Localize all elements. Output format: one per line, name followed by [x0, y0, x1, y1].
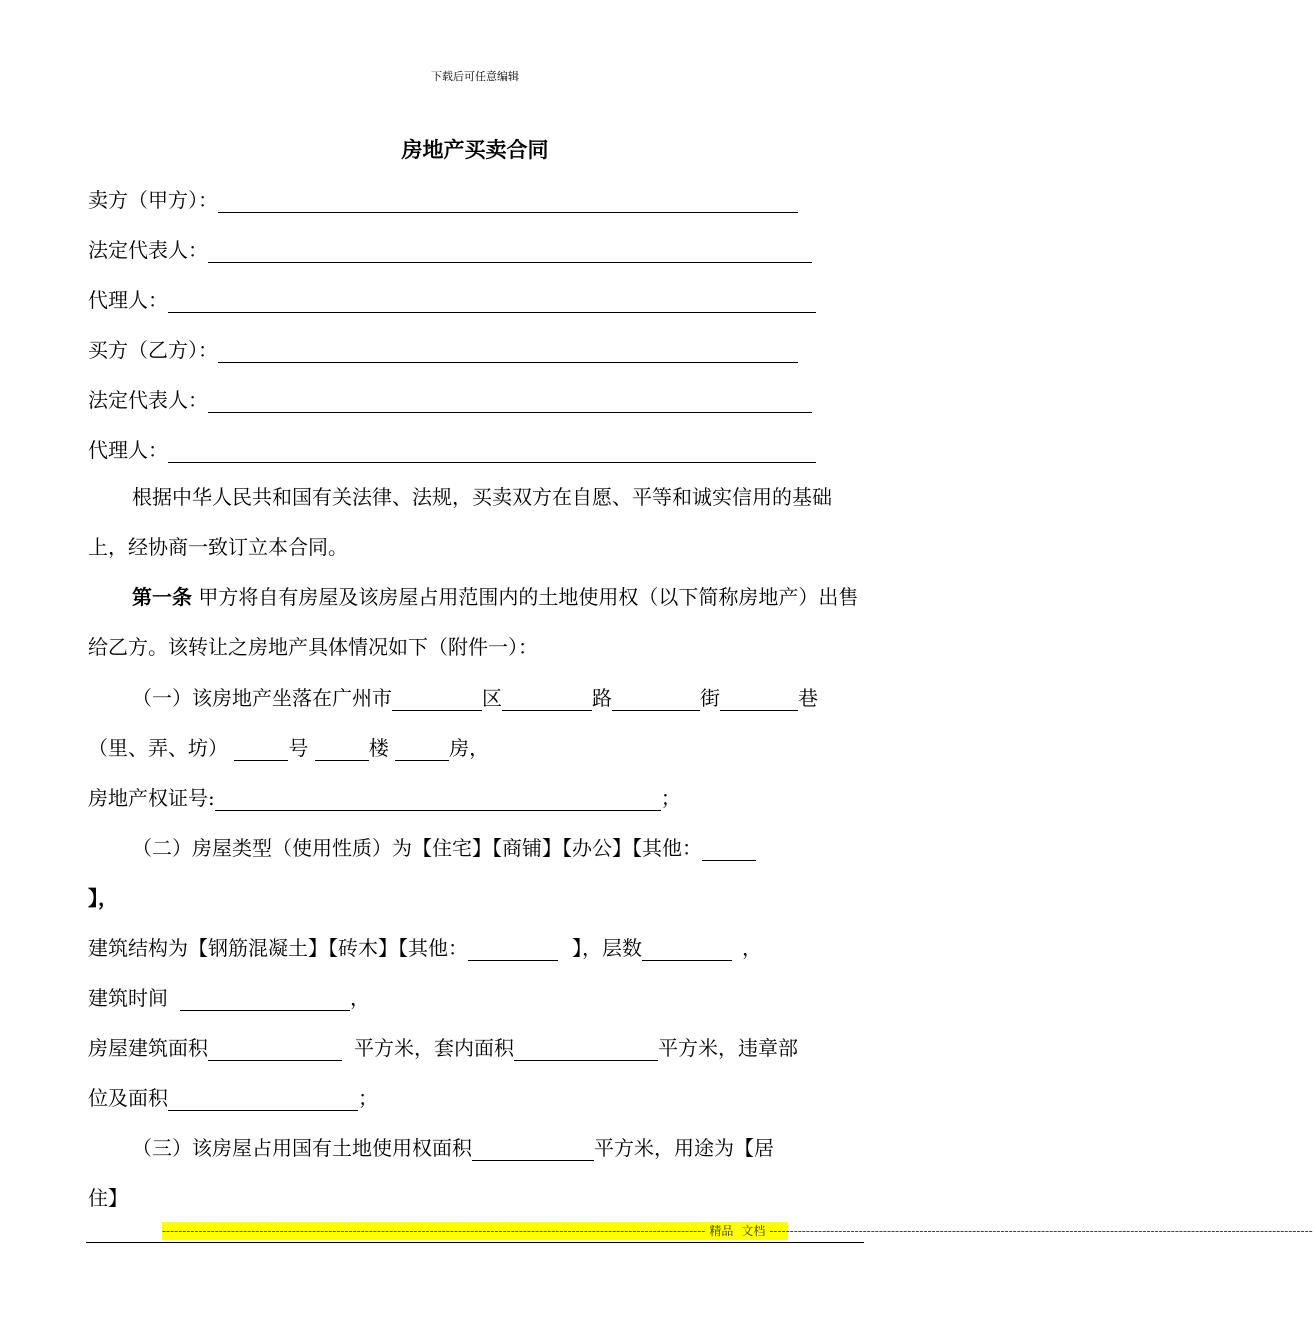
article-1	[88, 572, 860, 672]
lane-label: 巷	[798, 686, 818, 710]
footer-label-2: 文档	[741, 1224, 766, 1238]
party-seller-agent	[88, 286, 816, 314]
usage-value: 住】	[88, 1186, 128, 1210]
blank-field[interactable]	[720, 688, 798, 711]
item2-line5	[88, 1034, 798, 1062]
footer-rule	[86, 1242, 864, 1243]
comma: ，	[350, 986, 370, 1010]
blank-field[interactable]	[395, 738, 449, 761]
party-buyer	[88, 336, 798, 364]
footer-label-1: 精品	[709, 1224, 734, 1238]
semicolon: ；	[660, 786, 681, 810]
header-note: 下载后可任意编辑	[431, 70, 519, 83]
blank-field[interactable]	[168, 1088, 358, 1111]
blank-field[interactable]	[208, 390, 812, 413]
blank-field[interactable]	[392, 688, 482, 711]
article-text: 甲方将自有房屋及该房屋占用范围内的土地使用权（以下简称房地产）出售给乙方。该转让之房地产具体情况如下（附件一）：	[88, 585, 859, 659]
usage-label: 平方米，用途为【居	[594, 1136, 774, 1160]
item1-line3	[88, 784, 681, 812]
party-label: 代理人：	[88, 288, 168, 312]
number-label: 号	[288, 736, 309, 760]
blank-field[interactable]	[208, 240, 812, 263]
street-label: 街	[700, 686, 720, 710]
intro-paragraph: 根据中华人民共和国有关法律、法规，买卖双方在自愿、平等和诚实信用的基础上，经协商一致订立本合同。	[88, 485, 832, 559]
party-seller-rep	[88, 236, 812, 264]
item1-text: （一）该房地产坐落在广州市	[132, 686, 392, 710]
item3-text: （三）该房屋占用国有土地使用权面积	[132, 1136, 472, 1160]
structure-label: 建筑结构为【钢筋混凝土】【砖木】【其他：	[88, 936, 468, 960]
semicolon: ；	[358, 1086, 378, 1110]
item2-line6	[88, 1084, 378, 1112]
building-label: 楼	[368, 736, 389, 760]
party-label: 代理人：	[88, 438, 168, 462]
footer-dashes-right: --------------------------------------------------------------------------------------------------------------------------------------	[769, 1224, 1313, 1238]
item2-line3	[88, 934, 762, 962]
item1-line1	[132, 684, 818, 712]
party-label: 卖方（甲方）：	[88, 188, 218, 212]
document-title: 房地产买卖合同	[401, 137, 549, 162]
party-label: 法定代表人：	[88, 388, 208, 412]
blank-field[interactable]	[218, 340, 798, 363]
area-label: 房屋建筑面积	[88, 1036, 208, 1060]
blank-field[interactable]	[168, 290, 816, 313]
district-label: 区	[482, 686, 502, 710]
blank-field[interactable]	[208, 1038, 342, 1061]
party-label: 法定代表人：	[88, 238, 208, 262]
blank-field[interactable]	[514, 1038, 658, 1061]
illegal-area-label: 位及面积	[88, 1086, 168, 1110]
article-heading: 第一条	[132, 585, 192, 609]
blank-field[interactable]	[315, 738, 369, 761]
comma: ，	[742, 936, 762, 960]
blank-field[interactable]	[502, 688, 592, 711]
build-time-label: 建筑时间	[88, 986, 168, 1010]
item3-line1	[132, 1134, 774, 1162]
blank-field[interactable]	[612, 688, 700, 711]
blank-field[interactable]	[642, 938, 732, 961]
blank-field[interactable]	[180, 988, 350, 1011]
item2-text: （二）房屋类型（使用性质）为【住宅】【商铺】【办公】【其他：	[132, 836, 702, 860]
blank-field[interactable]	[215, 788, 661, 811]
item1-line2	[88, 734, 489, 762]
item3-line2	[88, 1184, 128, 1212]
party-buyer-rep	[88, 386, 812, 414]
party-label: 买方（乙方）：	[88, 338, 218, 362]
blank-field[interactable]	[702, 838, 756, 861]
party-seller	[88, 186, 798, 214]
inner-area-label: 平方米，套内面积	[354, 1036, 514, 1060]
room-label: 房，	[449, 736, 490, 760]
blank-field[interactable]	[218, 190, 798, 213]
item2-line2	[88, 884, 118, 912]
footer-dashes-left: --------------------------------------------------------------------------------------------------------------------------------------	[162, 1224, 706, 1238]
party-buyer-agent	[88, 436, 816, 464]
blank-field[interactable]	[234, 738, 288, 761]
blank-field[interactable]	[472, 1138, 594, 1161]
item2-line4	[88, 984, 370, 1012]
lane-note: （里、弄、坊）	[88, 736, 228, 760]
floors-label: 】，层数	[572, 936, 642, 960]
blank-field[interactable]	[468, 938, 558, 961]
road-label: 路	[592, 686, 612, 710]
blank-field[interactable]	[168, 440, 816, 463]
illegal-label: 平方米，违章部	[658, 1036, 798, 1060]
cert-label: 房地产权证号:	[88, 786, 215, 810]
item2-line1	[132, 834, 756, 862]
bracket-close: 】，	[88, 886, 118, 910]
footer-band	[162, 1222, 1313, 1240]
